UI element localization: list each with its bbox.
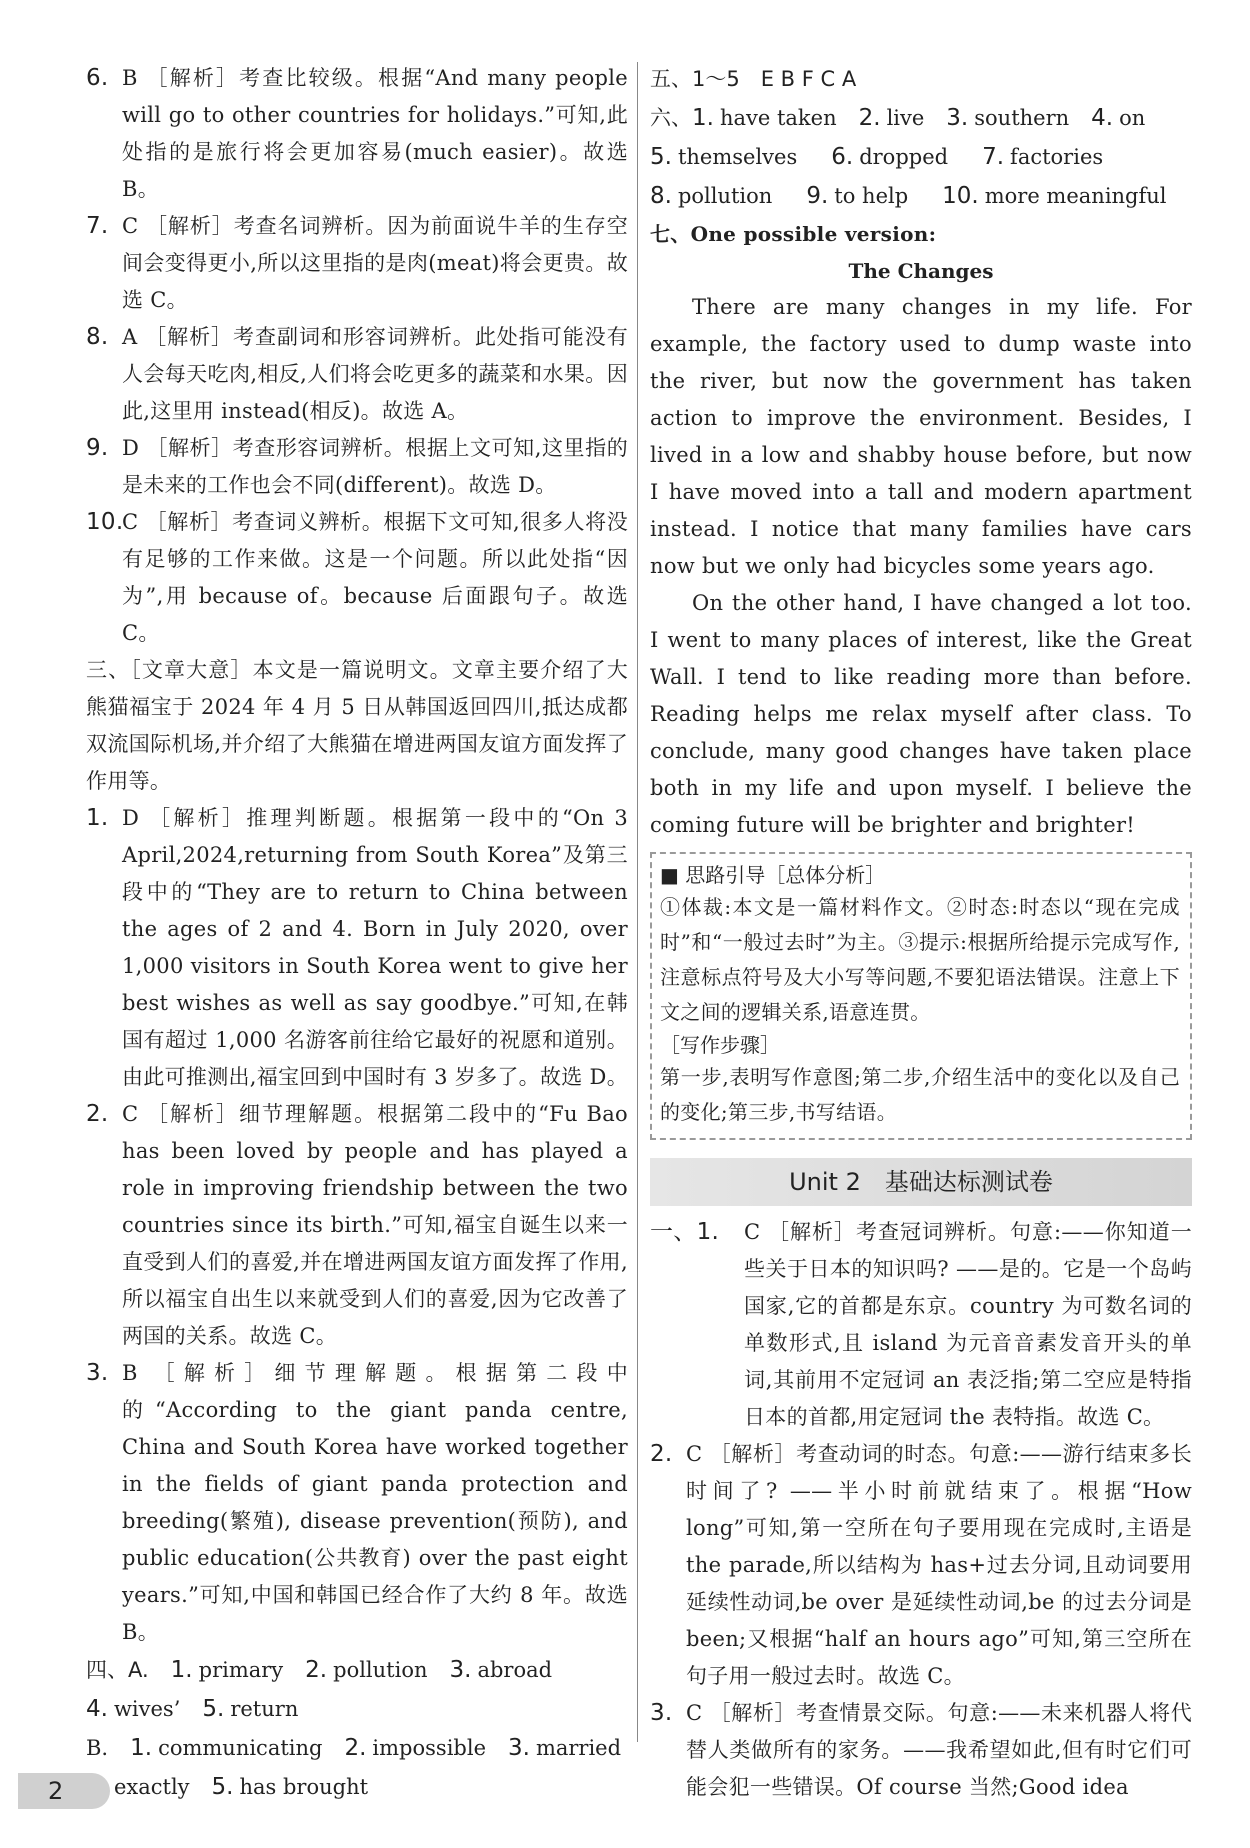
section-4a-row: 4. wives’ 5. return [86,1696,299,1722]
section-6-row: 8. pollution 9. to help 10. more meaningful [650,183,1167,209]
left-column [86,60,628,1807]
essay-title: The Changes [848,259,994,283]
answer-item: 7. C ［解析］考查名词辨析。因为前面说牛羊的生存空间会变得更小,所以这里指的是肉(meat)将会更贵。故选 C。 [86,213,628,312]
essay-paragraph: On the other hand, I have changed a lot too. I went to many places of interest, like the Great Wall. I tend to like reading more than before. Reading helps me relax myself after class. To conclude, many good changes have taken place both in my life and upon myself. I believe the coming future will be brighter and brighter! [650,591,1192,837]
section-6-row: 5. themselves 6. dropped 7. factories [650,144,1104,170]
right-column [650,60,1192,1806]
section-6-row: 六、 1. have taken 2. live 3. southern 4. on [650,105,1146,131]
section-4b-row: B. 1. communicating 2. impossible 3. married [86,1735,622,1761]
answer-item: 9. D ［解析］考查形容词辨析。根据上文可知,这里指的是未来的工作也会不同(different)。故选 D。 [86,435,628,497]
section-7-heading: 七、One possible version: [650,222,937,246]
answer-item: 2. C ［解析］细节理解题。根据第二段中的“Fu Bao has been loved by people and has played a role in improving friendship between the two countries since its birth.”可知,福宝自诞生以来一直受到人们的喜爱,并在增进两国友谊方面发挥了作用,所以福宝自出生以来就受到人们的喜爱,因为它改善了两国的关系。故选 C。 [86,1101,628,1348]
steps-tag: ［写作步骤］ [660,1033,780,1057]
section-5: 五、1～5 E B F C A [650,67,857,91]
answer-item: 1. D ［解析］推理判断题。根据第一段中的“On 3 April,2024,returning from South Korea”及第三段中的“They are to return to China between the ages of 2 and 4. Born in July 2020, over 1,000 visitors in South Korea went to give her best wishes as well as say goodbye.”可知,在韩国有超过 1,000 名游客前往给它最好的祝愿和道别。由此可推测出,福宝回到中国时有 3 岁多了。故选 D。 [86,805,628,1089]
steps-text: 第一步,表明写作意图;第二步,介绍生活中的变化以及自己的变化;第三步,书写结语。 [660,1065,1180,1124]
section-4b-row: exactly 5. has brought [113,1774,369,1800]
unit-title-bar: Unit 2 基础达标测试卷 [650,1158,1192,1206]
answer-item: 10. C ［解析］考查词义辨析。根据下文可知,很多人将没有足够的工作来做。这是一个问题。所以此处指“因为”,用 because of。because 后面跟句子。故选 C。 [86,509,628,645]
answer-item: 一、1. C ［解析］考查冠词辨析。句意:——你知道一些关于日本的知识吗? ——是的。它是一个岛屿国家,它的首都是东京。country 为可数名词的单数形式,且 island 为元音音素发音开头的单词,其前用不定冠词 an 表泛指;第二空应是特指日本的首都,用定冠词 the 表特指。故选 C。 [650,1219,1192,1429]
answer-item: 2. C ［解析］考查动词的时态。句意:——游行结束多长时间了? ——半小时前就结束了。根据“How long”可知,第一空所在句子要用现在完成时,主语是 the parade,所以结构为 has+过去分词,且动词要用延续性动词,be over 是延续性动词,be 的过去分词是 been;又根据“half an hours ago”可知,第三空所在句子用一般过去时。故选 C。 [650,1441,1192,1688]
guide-tag: ■ 思路引导［总体分析］ [660,863,886,887]
answer-item: 6. B ［解析］考查比较级。根据“And many people will go to other countries for holidays.”可知,此处指的是旅行将会更加容易(much easier)。故选 B。 [86,65,628,201]
writing-guide-box [650,852,1192,1140]
column-divider [637,62,638,1742]
guide-text: ①体裁:本文是一篇材料作文。②时态:时态以“现在完成时”和“一般过去时”为主。③提示:根据所给提示完成写作,注意标点符号及大小写等问题,不要犯语法错误。注意上下文之间的逻辑关系,语意连贯。 [660,895,1180,1024]
page-number: 2 [18,1773,110,1809]
answer-item: 8. A ［解析］考查副词和形容词辨析。此处指可能没有人会每天吃肉,相反,人们将会吃更多的蔬菜和水果。因此,这里用 instead(相反)。故选 A。 [86,324,628,423]
answer-item: 3. C ［解析］考查情景交际。句意:——未来机器人将代替人类做所有的家务。——我希望如此,但有时它们可能会犯一些错误。Of course 当然;Good idea [650,1700,1192,1799]
answer-item: 3. B ［解析］细节理解题。根据第二段中的“According to the giant panda centre, China and South Korea have worked together in the fields of giant panda protection and breeding(繁殖), disease prevention(预防), and public education(公共教育) over the past eight years.”可知,中国和韩国已经合作了大约 8 年。故选 B。 [86,1360,628,1644]
section-4a-row: 四、A. 1. primary 2. pollution 3. abroad [86,1657,553,1683]
section-3-summary: 三、［文章大意］本文是一篇说明文。文章主要介绍了大熊猫福宝于 2024 年 4 月 5 日从韩国返回四川,抵达成都双流国际机场,并介绍了大熊猫在增进两国友谊方面发挥了作用等。 [86,658,628,793]
essay-paragraph: There are many changes in my life. For example, the factory used to dump waste into the river, but now the government has taken action to improve the environment. Besides, I lived in a low and shabby house before, but now I have moved into a tall and modern apartment instead. I notice that many families have cars now but we only had bicycles some years ago. [650,295,1192,578]
